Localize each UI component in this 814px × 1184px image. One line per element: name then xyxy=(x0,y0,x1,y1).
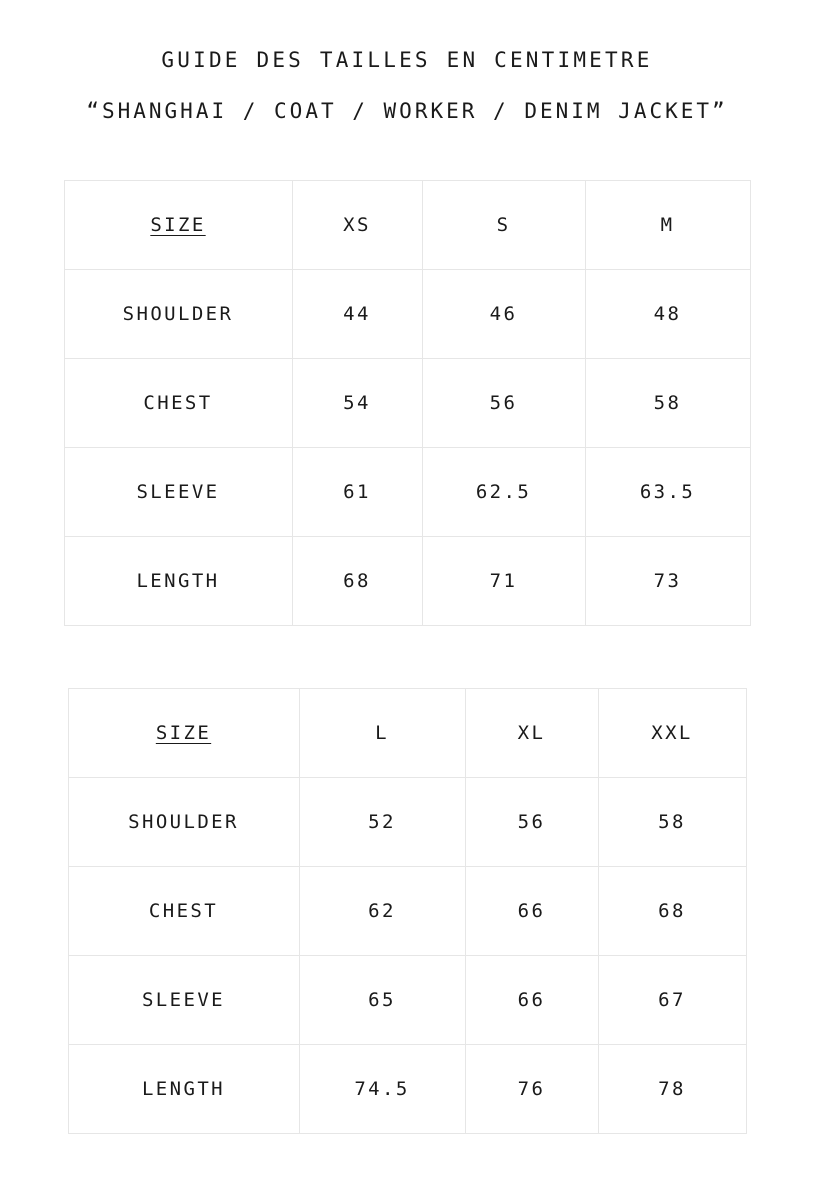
column-header-xs: XS xyxy=(292,181,422,270)
table-row xyxy=(64,270,750,359)
cell-chest-l: 62 xyxy=(299,867,465,956)
cell-length-xl: 76 xyxy=(465,1045,598,1134)
column-header-size xyxy=(64,181,292,270)
page-subtitle: “SHANGHAI / COAT / WORKER / DENIM JACKET” xyxy=(86,99,728,123)
cell-length-m: 73 xyxy=(585,537,750,626)
cell-chest-s: 56 xyxy=(422,359,585,448)
cell-shoulder-xs: 44 xyxy=(292,270,422,359)
cell-shoulder-s: 46 xyxy=(422,270,585,359)
size-table-small-wrapper xyxy=(0,122,814,626)
table-row xyxy=(64,359,750,448)
table-row xyxy=(64,537,750,626)
column-header-l: L xyxy=(299,689,465,778)
title-block xyxy=(0,0,814,122)
cell-sleeve-l: 65 xyxy=(299,956,465,1045)
table-row xyxy=(68,956,746,1045)
row-label-length: LENGTH xyxy=(68,1045,299,1134)
row-label-sleeve: SLEEVE xyxy=(64,448,292,537)
cell-shoulder-xxl: 58 xyxy=(598,778,746,867)
page-title: GUIDE DES TAILLES EN CENTIMETRE xyxy=(161,48,653,72)
cell-shoulder-l: 52 xyxy=(299,778,465,867)
column-header-m: M xyxy=(585,181,750,270)
row-label-sleeve: SLEEVE xyxy=(68,956,299,1045)
row-label-chest: CHEST xyxy=(64,359,292,448)
cell-chest-xxl: 68 xyxy=(598,867,746,956)
cell-chest-m: 58 xyxy=(585,359,750,448)
cell-length-l: 74.5 xyxy=(299,1045,465,1134)
cell-shoulder-xl: 56 xyxy=(465,778,598,867)
table-row xyxy=(68,1045,746,1134)
cell-length-xs: 68 xyxy=(292,537,422,626)
cell-chest-xl: 66 xyxy=(465,867,598,956)
cell-length-s: 71 xyxy=(422,537,585,626)
size-table-small xyxy=(64,180,751,626)
table-row xyxy=(64,448,750,537)
size-table-large-wrapper xyxy=(0,626,814,1134)
cell-sleeve-xl: 66 xyxy=(465,956,598,1045)
column-header-xl: XL xyxy=(465,689,598,778)
row-label-shoulder: SHOULDER xyxy=(68,778,299,867)
cell-length-xxl: 78 xyxy=(598,1045,746,1134)
size-table-large xyxy=(68,688,747,1134)
cell-sleeve-xxl: 67 xyxy=(598,956,746,1045)
cell-sleeve-xs: 61 xyxy=(292,448,422,537)
cell-chest-xs: 54 xyxy=(292,359,422,448)
column-header-s: S xyxy=(422,181,585,270)
column-header-size xyxy=(68,689,299,778)
cell-shoulder-m: 48 xyxy=(585,270,750,359)
table-header-row xyxy=(64,181,750,270)
cell-sleeve-s: 62.5 xyxy=(422,448,585,537)
row-label-length: LENGTH xyxy=(64,537,292,626)
table-header-row xyxy=(68,689,746,778)
cell-sleeve-m: 63.5 xyxy=(585,448,750,537)
table-row xyxy=(68,778,746,867)
column-header-xxl: XXL xyxy=(598,689,746,778)
row-label-chest: CHEST xyxy=(68,867,299,956)
column-header-size-label: SIZE xyxy=(155,722,212,744)
row-label-shoulder: SHOULDER xyxy=(64,270,292,359)
column-header-size-label: SIZE xyxy=(150,214,206,236)
table-row xyxy=(68,867,746,956)
